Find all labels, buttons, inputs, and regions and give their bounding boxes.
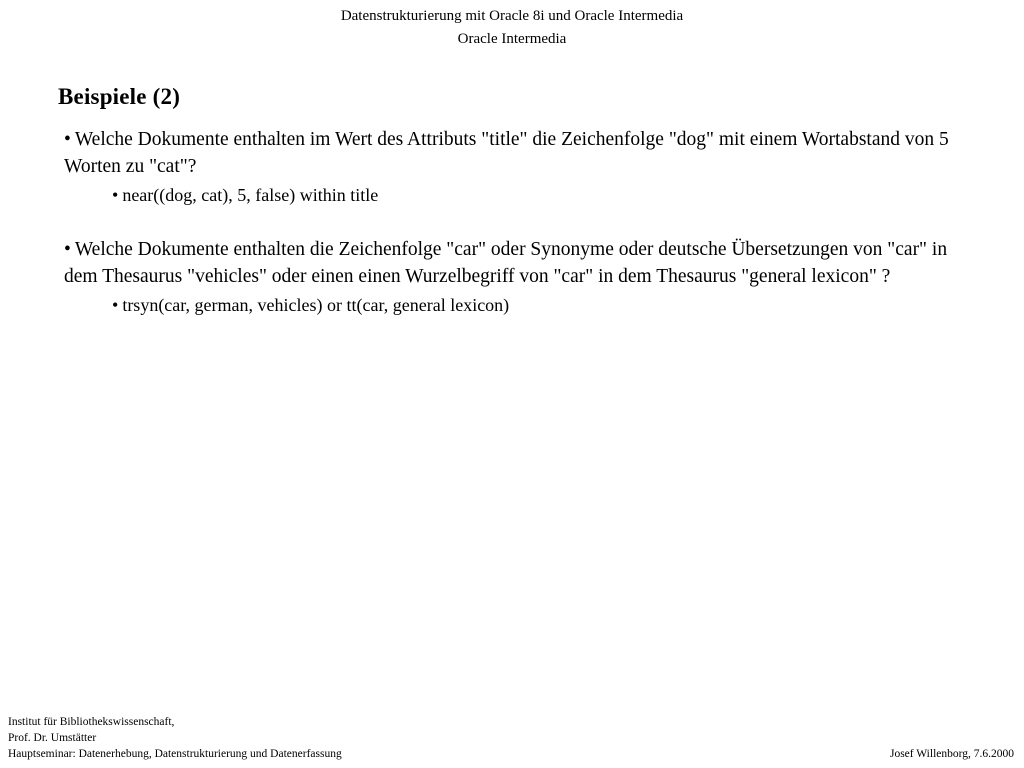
content-block-1: [64, 126, 984, 208]
sub-bullet-text: near((dog, cat), 5, false) within title: [122, 185, 379, 205]
bullet-text: Welche Dokumente enthalten im Wert des Attributs "title" die Zeichenfolge "dog" mit einem Wortabstand von 5 Worten zu "cat"?: [64, 129, 949, 177]
bullet-paragraph: [64, 126, 984, 180]
footer-right: [890, 746, 1014, 762]
header-line-2: Oracle Intermedia: [457, 31, 567, 47]
sub-bullet-paragraph: [112, 292, 984, 318]
sub-bullet-text: trsyn(car, german, vehicles) or tt(car, general lexicon): [122, 295, 510, 315]
sub-bullet-paragraph: [112, 182, 984, 208]
footer-author-date: Josef Willenborg, 7.6.2000: [889, 748, 1014, 760]
content-block-2: [64, 236, 984, 318]
sub-bullet-icon: •: [112, 295, 119, 315]
footer-institute: Institut für Bibliothekswissenschaft,: [8, 716, 175, 728]
bullet-icon: •: [64, 239, 71, 260]
footer-professor: Prof. Dr. Umstätter: [8, 732, 97, 744]
footer-left: [8, 714, 342, 762]
sub-bullet-icon: •: [112, 185, 119, 205]
header-line-1: Datenstrukturierung mit Oracle 8i und Oracle Intermedia: [340, 8, 684, 24]
page-title: Beispiele (2): [58, 84, 181, 109]
footer-seminar: Hauptseminar: Datenerhebung, Datenstrukturierung und Datenerfassung: [8, 748, 342, 760]
bullet-paragraph: [64, 236, 984, 290]
slide-header: [0, 5, 1024, 51]
bullet-text: Welche Dokumente enthalten die Zeichenfolge "car" oder Synonyme oder deutsche Übersetzungen von "car" in dem Thesaurus "vehicles" oder einen einen Wurzelbegriff von "car" in dem Thesaurus "general lexicon" ?: [64, 239, 948, 287]
bullet-icon: •: [64, 129, 71, 150]
